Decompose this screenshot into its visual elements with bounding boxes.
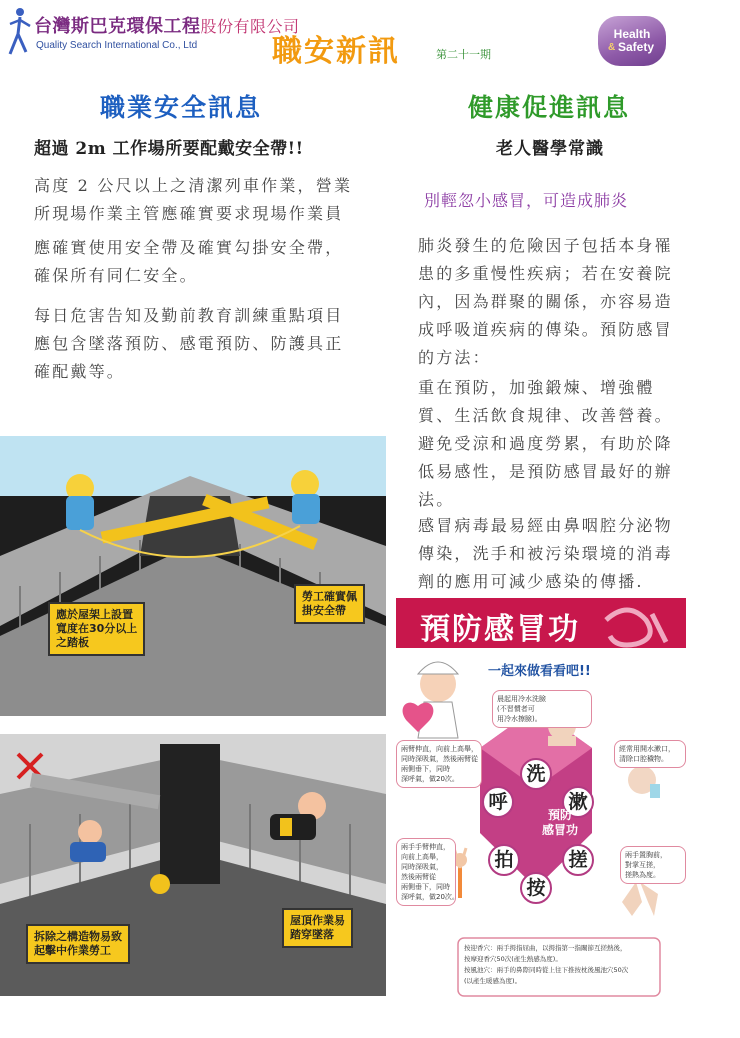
pneumonia-warning: 別輕忽小感冒，可造成肺炎 (424, 191, 629, 210)
roof-hazard-illustration (0, 734, 386, 996)
hands-rub-icon (622, 882, 658, 916)
right-paragraph-1 (418, 232, 673, 372)
text-line: 成呼吸道疾病的傳染。預防感冒 (418, 320, 673, 339)
right-paragraph-2 (418, 374, 673, 514)
elderly-medicine-subheading: 老人醫學常識 (496, 139, 604, 159)
tip-line: (以產生暖感為度)。 (464, 977, 522, 985)
tip-line: 向前上高舉， (401, 853, 443, 861)
sign-roof-fall (282, 908, 353, 948)
flu-title: 預防感冒功 (420, 612, 580, 647)
sign-line: 踏穿墜落 (290, 928, 334, 941)
tip-press (460, 940, 658, 990)
tip-line: 同時深吸氣，然後兩臂從 (401, 755, 478, 763)
badge-health: Health (613, 27, 651, 41)
tip-line: 兩手手臂伸直， (401, 843, 450, 851)
text-line: 患的多重慢性疾病；若在安養院 (418, 264, 673, 283)
text-line: 法。 (418, 490, 455, 509)
sign-line: 拆除之構造物易致 (34, 930, 122, 943)
company-name-main: 台灣斯巴克環保工程 (34, 16, 201, 37)
text-line: 質、生活飲食規律、改善營養。 (418, 406, 673, 425)
flu-center-label (530, 808, 590, 838)
text-line: 每日危害告知及勤前教育訓練重點項目 (34, 306, 344, 325)
tip-line: 搓熱為度。 (625, 871, 660, 879)
company-name-suffix: 股份有限公司 (200, 17, 300, 36)
text-line: 高度 2 公尺以上之清潔列車作業，營業 (34, 176, 353, 195)
tip-line: 用冷水擦臉)。 (497, 715, 542, 723)
tip-rub (620, 846, 686, 884)
sign-line: 之踏板 (56, 636, 89, 649)
tip-line: 經常用開水漱口， (619, 745, 675, 753)
tip-line: 清除口腔穢物。 (619, 755, 668, 763)
tip-line: 按摩迎香穴50次(產生熱感為度)。 (464, 955, 562, 963)
roof-safety-drawing (0, 436, 386, 716)
char-wash: 洗 (520, 758, 552, 790)
text-line: 劑的應用可減少感染的傳播. (418, 572, 644, 591)
text-line: 內，因為群聚的關係，亦容易造 (418, 292, 673, 311)
sign-line: 應於屋架上設置 (56, 608, 133, 621)
tip-line: 兩臂伸直，向前上高舉， (401, 745, 478, 753)
flu-prevention-graphic (396, 598, 686, 998)
tip-line: 對掌互搓， (625, 861, 660, 869)
occupational-safety-heading: 職業安全訊息 (100, 93, 263, 122)
flu-subtitle: 一起來做看看吧!! (488, 664, 591, 679)
char-rub: 搓 (562, 844, 594, 876)
char-press: 按 (520, 872, 552, 904)
center-line: 感冒功 (541, 823, 578, 837)
text-line: 重在預防，加強鍛煉、增強體 (418, 378, 655, 397)
tip-line: 按風池穴：兩手的鼻際同時從上往下推按枕後風池穴50次 (464, 966, 629, 974)
roof-safety-illustration (0, 436, 386, 716)
company-logo-figure (6, 6, 32, 56)
text-line: 傳染，洗手和被污染環境的消毒 (418, 544, 673, 563)
health-safety-badge (598, 16, 666, 66)
text-line: 確保所有同仁安全。 (34, 266, 198, 285)
char-rinse: 漱 (562, 786, 594, 818)
health-promotion-heading: 健康促進訊息 (468, 93, 631, 122)
nurse-icon (418, 662, 458, 738)
text-line: 肺炎發生的危險因子包括本身罹 (418, 236, 673, 255)
tip-rinse (614, 740, 686, 768)
text-line: 應確實使用安全帶及確實勾掛安全帶， (34, 238, 344, 257)
tip-wash (492, 690, 592, 728)
badge-amp: & (608, 42, 616, 53)
tip-line: 兩側垂下，同時 (401, 883, 450, 891)
issue-number: 第二十一期 (436, 48, 491, 61)
safety-belt-subheading: 超過 2m 工作場所要配戴安全帶!! (34, 139, 304, 159)
tip-breathe (396, 740, 482, 788)
char-breathe: 呼 (482, 786, 514, 818)
text-line: 所現場作業主管應確實要求現場作業員 (34, 204, 344, 223)
tip-line: (不習慣者可 (497, 705, 535, 713)
char-pat: 拍 (488, 844, 520, 876)
sign-line: 起擊中作業勞工 (34, 944, 111, 957)
text-line: 感冒病毒最易經由鼻咽腔分泌物 (418, 516, 673, 535)
tip-line: 深呼氣，做20次。 (401, 893, 459, 901)
text-line: 應包含墜落預防、感電預防、防護具正 (34, 334, 344, 353)
gargle-icon (628, 766, 660, 798)
company-name-zh (34, 12, 300, 38)
sign-falling-objects (26, 924, 130, 964)
company-name-en: Quality Search International Co., Ltd (36, 40, 198, 51)
right-paragraph-3 (418, 512, 673, 596)
sign-harness (294, 584, 365, 624)
badge-safety: Safety (617, 40, 655, 54)
tip-line: 同時深吸氣， (401, 863, 443, 871)
sign-walkboard (48, 602, 145, 656)
tip-pat (396, 838, 459, 906)
left-paragraph-1 (34, 172, 352, 228)
tip-line: 按迎香穴：兩手拇指屈曲，以拇指第一指關節互搓熱後， (464, 944, 627, 952)
text-line: 避免受涼和過度勞累，有助於降 (418, 434, 673, 453)
text-line: 的方法： (418, 348, 491, 367)
newsletter-title: 職安新訊 (272, 34, 400, 69)
center-line: 預防 (547, 808, 572, 822)
left-paragraph-2 (34, 234, 343, 290)
tip-line: 兩手置胸前， (625, 851, 667, 859)
tip-line: 深呼氣，做20次。 (401, 775, 459, 783)
tip-line: 晨起用冷水洗臉 (497, 695, 546, 703)
tip-line: 兩側垂下，同時 (401, 765, 450, 773)
left-paragraph-3 (34, 302, 343, 386)
flu-decorations (396, 598, 686, 998)
sign-line: 掛安全帶 (302, 604, 346, 617)
sign-line: 屋頂作業易 (290, 914, 345, 927)
sign-line: 寬度在30分以上 (56, 622, 138, 635)
text-line: 低易感性，是預防感冒最好的辦 (418, 462, 673, 481)
text-line: 確配戴等。 (34, 362, 126, 381)
tip-line: 然後兩臂從 (401, 873, 436, 881)
sign-line: 勞工確實佩 (302, 590, 357, 603)
